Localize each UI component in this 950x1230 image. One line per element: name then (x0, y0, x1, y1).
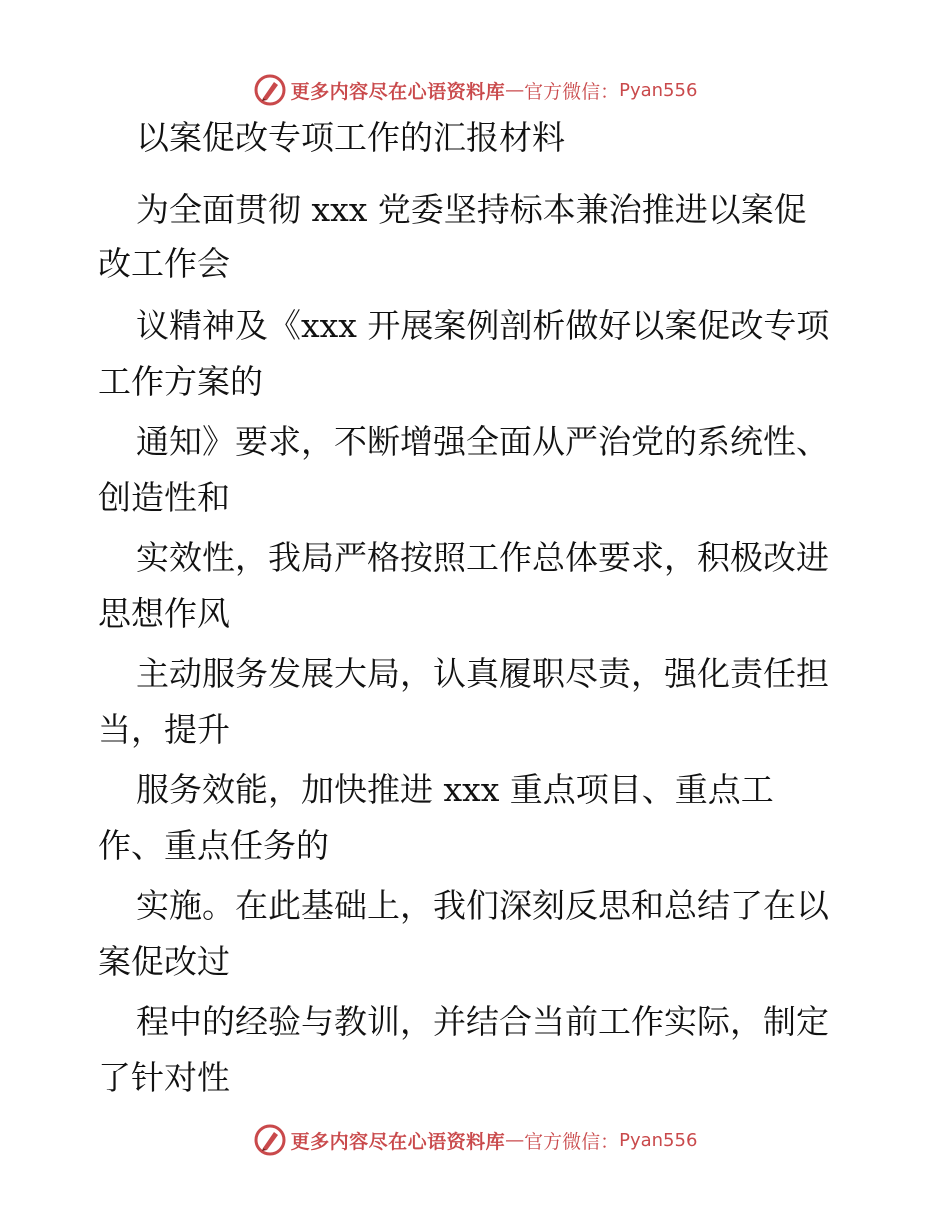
document-title: 以案促改专项工作的汇报材料 (136, 118, 565, 157)
watermark-header (0, 70, 950, 110)
text-line: 改工作会 (98, 244, 230, 283)
text-line: 通知》要求，不断增强全面从严治党的系统性、 (136, 422, 829, 461)
watermark-wechat-id: Pyan556 (619, 79, 698, 101)
pen-nib-circle-icon (253, 73, 287, 107)
watermark-main-text: 更多内容尽在心语资料库 (290, 1130, 506, 1153)
text-line: 创造性和 (98, 478, 230, 517)
text-line: 为全面贯彻 xxx 党委坚持标本兼治推进以案促 (136, 190, 807, 229)
text-line: 思想作风 (98, 594, 230, 633)
watermark-wechat-id: Pyan556 (619, 1129, 698, 1151)
text-line: 主动服务发展大局，认真履职尽责，强化责任担 (136, 654, 829, 693)
watermark-dash: — (505, 79, 525, 101)
text-line: 了针对性 (98, 1058, 230, 1097)
text-line: 作、重点任务的 (98, 826, 329, 865)
watermark-wechat-label: 官方微信： (524, 80, 620, 103)
text-line: 议精神及《xxx 开展案例剖析做好以案促改专项 (136, 306, 830, 345)
text-line: 工作方案的 (98, 362, 263, 401)
watermark-main-text: 更多内容尽在心语资料库 (290, 80, 506, 103)
text-line: 当，提升 (98, 710, 230, 749)
text-line: 服务效能，加快推进 xxx 重点项目、重点工 (136, 770, 774, 809)
text-line: 实效性，我局严格按照工作总体要求，积极改进 (136, 538, 829, 577)
text-line: 案促改过 (98, 942, 230, 981)
watermark-wechat-label: 官方微信： (524, 1130, 620, 1153)
watermark-footer (0, 1120, 950, 1160)
text-line: 程中的经验与教训，并结合当前工作实际，制定 (136, 1002, 829, 1041)
pen-nib-circle-icon (253, 1123, 287, 1157)
watermark-dash: — (505, 1129, 525, 1151)
text-line: 实施。在此基础上，我们深刻反思和总结了在以 (136, 886, 829, 925)
